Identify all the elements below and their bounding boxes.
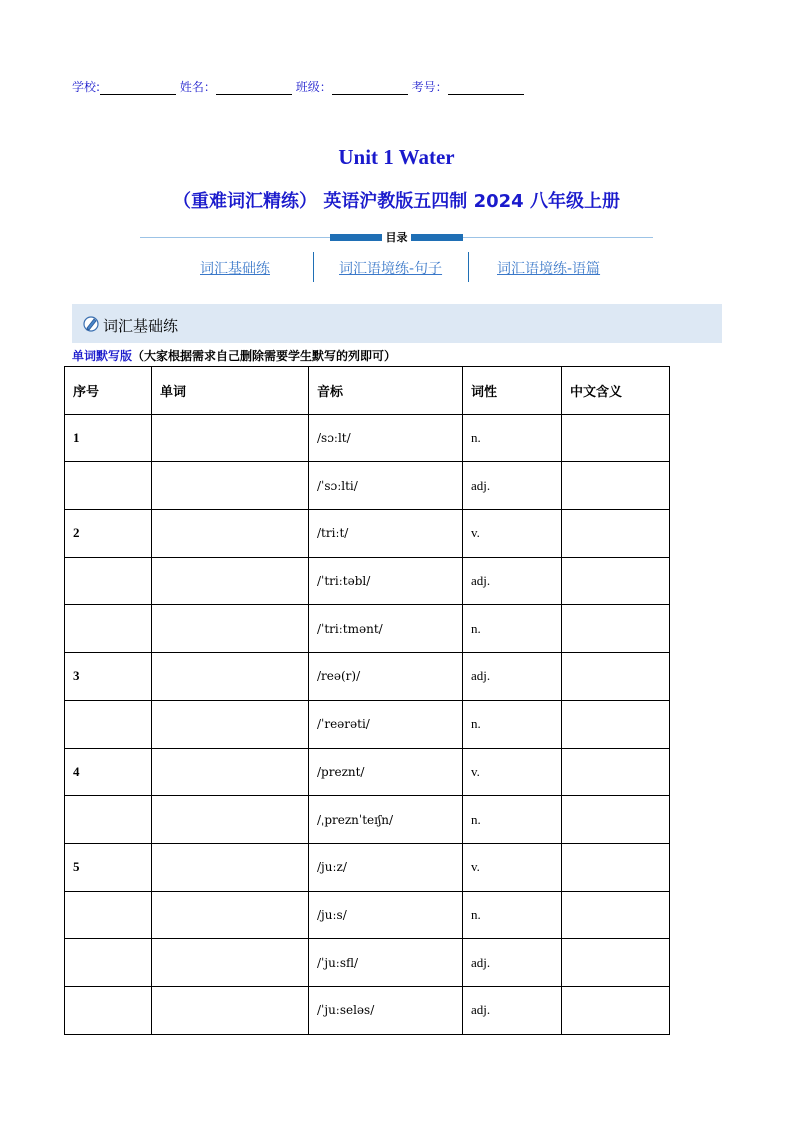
student-info-line	[72, 78, 524, 95]
row-number	[65, 891, 152, 939]
phonetic-cell: /sɔːlt/	[309, 414, 463, 462]
meaning-cell[interactable]	[562, 843, 670, 891]
header-meaning: 中文含义	[562, 367, 670, 415]
word-cell[interactable]	[152, 605, 309, 653]
pos-cell: adj.	[463, 462, 562, 510]
word-cell[interactable]	[152, 939, 309, 987]
word-cell[interactable]	[152, 796, 309, 844]
header-number: 序号	[65, 367, 152, 415]
meaning-cell[interactable]	[562, 939, 670, 987]
row-number	[65, 557, 152, 605]
table-row	[65, 939, 670, 987]
pos-cell: n.	[463, 891, 562, 939]
pos-cell: v.	[463, 843, 562, 891]
phonetic-cell: /reə(r)/	[309, 653, 463, 701]
section-title: 词汇基础练	[103, 317, 179, 335]
table-row	[65, 986, 670, 1034]
phonetic-cell: /ˈtriːtəbl/	[309, 557, 463, 605]
header-pos: 词性	[463, 367, 562, 415]
sub-heading-note: （大家根据需求自己删除需要学生默写的列即可）	[132, 349, 397, 363]
page-subtitle: （重难词汇精练） 英语沪教版五四制 2024 八年级上册	[173, 191, 620, 212]
row-number: 1	[65, 414, 152, 462]
pos-cell: v.	[463, 748, 562, 796]
phonetic-cell: /ˈjuːsfl/	[309, 939, 463, 987]
row-number	[65, 939, 152, 987]
word-cell[interactable]	[152, 843, 309, 891]
name-blank[interactable]	[216, 82, 292, 95]
toc-label: 目录	[382, 229, 411, 245]
phonetic-cell: /ˈtriːtmənt/	[309, 605, 463, 653]
toc-bar-left	[330, 234, 382, 241]
exam-no-label: 考号：	[411, 80, 448, 94]
exam-no-blank[interactable]	[448, 82, 524, 95]
name-label: 姓名：	[179, 80, 216, 94]
phonetic-cell: /ˌpreznˈteɪʃn/	[309, 796, 463, 844]
class-blank[interactable]	[332, 82, 408, 95]
phonetic-cell: /triːt/	[309, 510, 463, 558]
row-number: 4	[65, 748, 152, 796]
table-row	[65, 605, 670, 653]
row-number: 2	[65, 510, 152, 558]
table-row	[65, 653, 670, 701]
toc-links	[0, 252, 793, 284]
table-row	[65, 414, 670, 462]
vocab-table	[64, 366, 670, 1035]
school-label: 学校:	[72, 80, 101, 94]
pos-cell: n.	[463, 796, 562, 844]
pos-cell: adj.	[463, 557, 562, 605]
class-label: 班级：	[295, 80, 332, 94]
header-word: 单词	[152, 367, 309, 415]
word-cell[interactable]	[152, 557, 309, 605]
phonetic-cell: /juːz/	[309, 843, 463, 891]
table-row	[65, 748, 670, 796]
pos-cell: adj.	[463, 653, 562, 701]
phonetic-cell: /preznt/	[309, 748, 463, 796]
pos-cell: n.	[463, 605, 562, 653]
pos-cell: n.	[463, 700, 562, 748]
meaning-cell[interactable]	[562, 986, 670, 1034]
meaning-cell[interactable]	[562, 557, 670, 605]
phonetic-cell: /juːs/	[309, 891, 463, 939]
word-cell[interactable]	[152, 653, 309, 701]
row-number	[65, 796, 152, 844]
table-row	[65, 700, 670, 748]
table-row	[65, 557, 670, 605]
row-number	[65, 462, 152, 510]
sub-heading	[72, 347, 396, 364]
pos-cell: adj.	[463, 986, 562, 1034]
pos-cell: adj.	[463, 939, 562, 987]
toc-separator	[468, 252, 469, 282]
meaning-cell[interactable]	[562, 796, 670, 844]
row-number: 5	[65, 843, 152, 891]
pencil-icon	[82, 315, 100, 337]
pos-cell: v.	[463, 510, 562, 558]
row-number: 3	[65, 653, 152, 701]
row-number	[65, 700, 152, 748]
row-number	[65, 605, 152, 653]
toc-link-sentence[interactable]: 词汇语境练-句子	[339, 261, 443, 277]
word-cell[interactable]	[152, 748, 309, 796]
header-phonetic: 音标	[309, 367, 463, 415]
phonetic-cell: /ˈsɔːlti/	[309, 462, 463, 510]
table-row	[65, 462, 670, 510]
school-blank[interactable]	[100, 82, 176, 95]
table-row	[65, 796, 670, 844]
toc-link-passage[interactable]: 词汇语境练-语篇	[497, 261, 601, 277]
table-header-row	[65, 367, 670, 415]
word-cell[interactable]	[152, 462, 309, 510]
row-number	[65, 986, 152, 1034]
phonetic-cell: /ˈjuːseləs/	[309, 986, 463, 1034]
meaning-cell[interactable]	[562, 700, 670, 748]
meaning-cell[interactable]	[562, 653, 670, 701]
word-cell[interactable]	[152, 414, 309, 462]
table-row	[65, 891, 670, 939]
meaning-cell[interactable]	[562, 414, 670, 462]
meaning-cell[interactable]	[562, 462, 670, 510]
word-cell[interactable]	[152, 700, 309, 748]
toc-bar-right	[411, 234, 463, 241]
meaning-cell[interactable]	[562, 605, 670, 653]
section-header	[72, 304, 722, 343]
meaning-cell[interactable]	[562, 748, 670, 796]
meaning-cell[interactable]	[562, 891, 670, 939]
meaning-cell[interactable]	[562, 510, 670, 558]
toc-link-basic[interactable]: 词汇基础练	[200, 261, 270, 277]
table-row	[65, 510, 670, 558]
sub-heading-blue: 单词默写版	[72, 349, 133, 363]
phonetic-cell: /ˈreərəti/	[309, 700, 463, 748]
toc-separator	[313, 252, 314, 282]
page-title: Unit 1 Water	[338, 145, 455, 169]
word-cell[interactable]	[152, 986, 309, 1034]
word-cell[interactable]	[152, 510, 309, 558]
table-row	[65, 843, 670, 891]
word-cell[interactable]	[152, 891, 309, 939]
pos-cell: n.	[463, 414, 562, 462]
